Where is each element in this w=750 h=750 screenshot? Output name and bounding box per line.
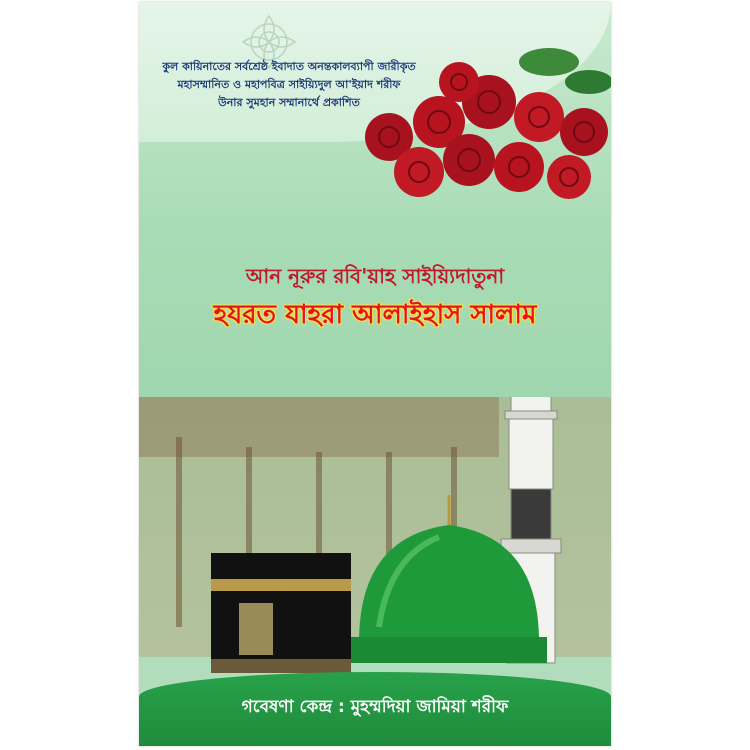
red-roses-illustration xyxy=(349,42,611,202)
book-title-line-2: হযরত যাহরা আলাইহাস সালাম xyxy=(213,300,537,330)
kaaba xyxy=(211,553,351,673)
publisher-label: গবেষণা কেন্দ্র : মুহম্মদিয়া জামিয়া শরীফ xyxy=(241,697,509,717)
subtitle-line-3: উনার সুমহান সম্মানার্থে প্রকাশিত xyxy=(218,96,360,109)
book-cover xyxy=(139,2,611,746)
subtitle-line-1: কুল কায়িনাতের সর্বশ্রেষ্ঠ ইবাদাত অনন্তকালব্যাপী জারীকৃত xyxy=(162,60,416,73)
book-title-line-1: আন নূরুর রবি'য়াহ সাইয়্যিদাতুনা xyxy=(245,264,505,288)
subtitle-line-2: মহাসম্মানিত ও মহাপবিত্র সাইয়্যিদুল আ'ইয়াদ শরীফ xyxy=(177,78,401,91)
mosque-kaaba-illustration xyxy=(139,397,611,697)
